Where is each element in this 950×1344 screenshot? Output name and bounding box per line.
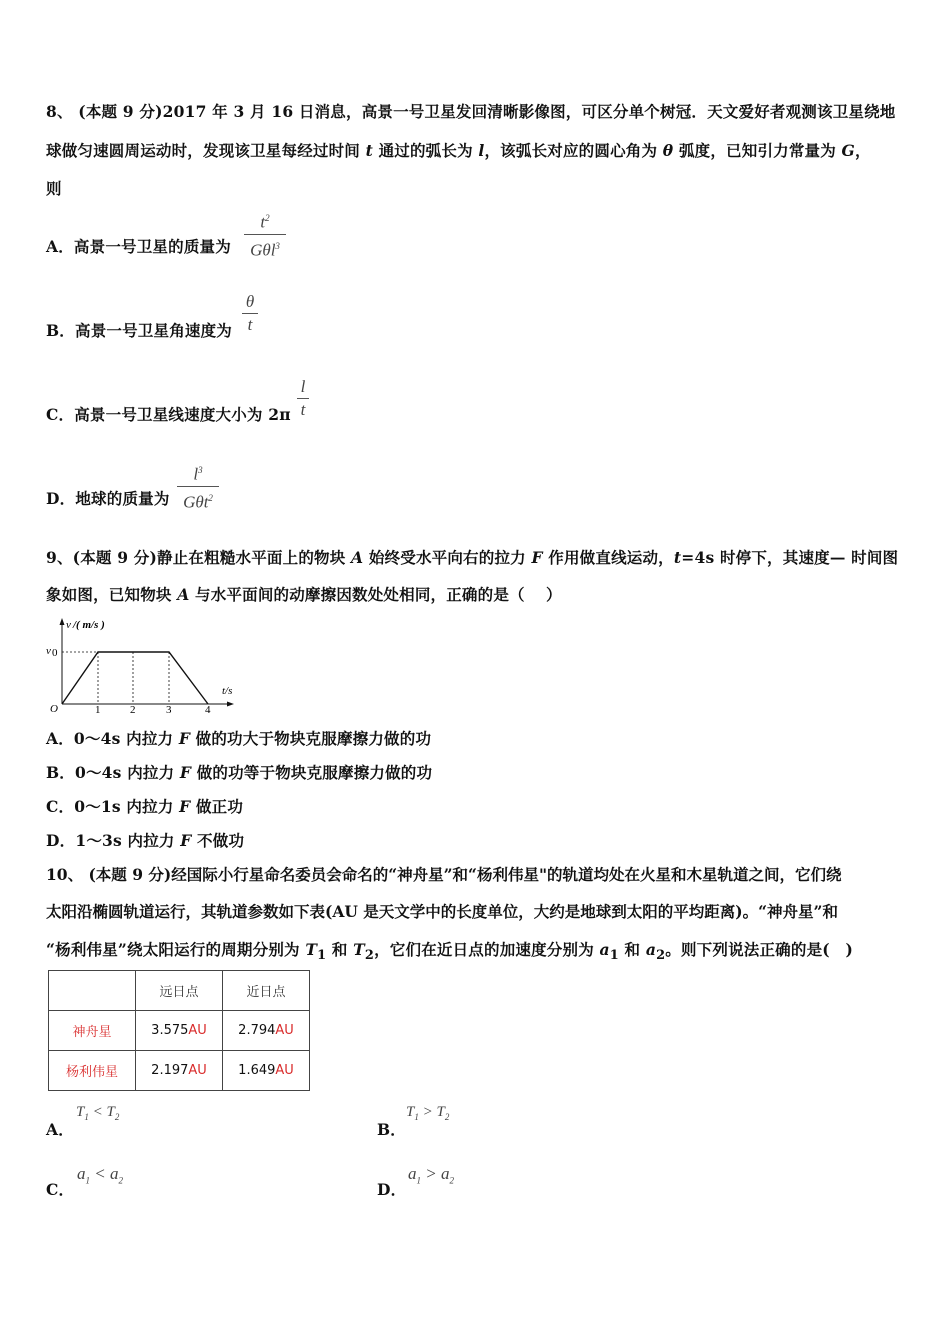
q8-stem-line3: 则: [46, 179, 62, 198]
q9-stem-line1: 9、(本题 9 分)静止在粗糙水平面上的物块 A 始终受水平向右的拉力 F 作用做直线运动，t=4s 时停下，其速度— 时间图: [46, 548, 899, 567]
table-cell-aphelion: 3.575AU: [136, 1011, 223, 1051]
table-header-row: [49, 971, 310, 1011]
q8-option-c-fraction: l t: [297, 377, 309, 420]
q10-stem-line1: 10、 (本题 9 分)经国际小行星命名委员会命名的“神舟星”和“杨利伟星"的轨道均处在火星和木星轨道之间，它们绕: [46, 865, 842, 884]
q10-stem-line2: 太阳沿椭圆轨道运行，其轨道参数如下表(AU 是天文学中的长度单位，大约是地球到太阳的平均距离)。“神舟星”和: [46, 902, 838, 921]
graph-origin-label: O: [50, 703, 58, 714]
q10-option-b-expr: $T_1 > T_2$: [406, 1104, 450, 1122]
table-header-cell: 远日点: [136, 971, 223, 1011]
table-cell-aphelion: 2.197AU: [136, 1051, 223, 1091]
q10-stem-line3: “杨利伟星”绕太阳运行的周期分别为 $T_1$ 和 $T_2$，它们在近日点的加速度分别为 $a_1$ 和 $a_2$。则下列说法正确的是( ): [46, 940, 854, 964]
q10-option-a-expr: $T_1 < T_2$: [76, 1104, 120, 1122]
q8-option-a-label: A．高景一号卫星的质量为: [46, 237, 231, 256]
graph-tick-3: 3: [166, 704, 172, 714]
table-header-cell: 近日点: [223, 971, 310, 1011]
table-row: [49, 1011, 310, 1051]
graph-ylabel-unit: /( m/s ): [73, 619, 105, 631]
q9-option-c: C．0～1s 内拉力 F 做正功: [46, 797, 244, 816]
table-row-name: 神舟星: [49, 1011, 136, 1051]
q10-option-d-expr: $a_1 > a_2$: [408, 1164, 454, 1186]
q9-option-b: B．0～4s 内拉力 F 做的功等于物块克服摩擦力做的功: [46, 763, 433, 782]
q10-option-c-expr: $a_1 < a_2$: [77, 1164, 123, 1186]
q8-option-b-label: B．高景一号卫星角速度为: [46, 321, 233, 340]
table-header-cell: [49, 971, 136, 1011]
q9-option-d: D．1～3s 内拉力 F 不做功: [46, 831, 245, 850]
graph-tick-2: 2: [130, 704, 136, 714]
graph-velocity-line: [62, 652, 208, 704]
graph-ylabel-v: v: [66, 619, 71, 631]
q9-option-a: A．0～4s 内拉力 F 做的功大于物块克服摩擦力做的功: [46, 729, 432, 748]
q10-option-a-label: A．: [46, 1120, 74, 1139]
q8-option-c-label: C．高景一号卫星线速度大小为 2π: [46, 405, 291, 424]
q8-option-a-fraction: $t^2$ Gθl$^3$: [244, 208, 286, 260]
graph-tick-1: 1: [95, 704, 101, 714]
graph-v0-label: v: [46, 645, 51, 657]
q8-option-b-fraction: θ t: [242, 292, 258, 335]
table-cell-perihelion: 1.649AU: [223, 1051, 310, 1091]
table-row: [49, 1051, 310, 1091]
q8-stem-line2: 球做匀速圆周运动时，发现该卫星每经过时间 t 通过的弧长为 l，该弧长对应的圆心角为 θ 弧度，已知引力常量为 G，: [46, 141, 871, 160]
graph-x-axis-arrow: [227, 702, 234, 707]
q9-stem-line2: 象如图，已知物块 A 与水平面间的动摩擦因数处处相同，正确的是（ ）: [46, 585, 562, 604]
velocity-time-graph: [44, 614, 244, 714]
table-row-name: 杨利伟星: [49, 1051, 136, 1091]
q8-stem-line1: 8、 (本题 9 分)2017 年 3 月 16 日消息，高景一号卫星发回清晰影像图，可区分单个树冠．天文爱好者观测该卫星绕地: [46, 102, 896, 121]
graph-xlabel: t/s: [222, 685, 233, 697]
orbit-parameter-table: [48, 970, 310, 1091]
q8-option-d-fraction: $l^3$ Gθt$^2$: [177, 460, 219, 512]
graph-y-axis-arrow: [60, 618, 65, 625]
graph-v0-sub: 0: [52, 647, 58, 659]
table-cell-perihelion: 2.794AU: [223, 1011, 310, 1051]
q8-option-d-label: D．地球的质量为: [46, 489, 170, 508]
q10-option-b-label: B．: [377, 1120, 407, 1139]
q10-option-c-label: C．: [46, 1180, 75, 1199]
graph-tick-4: 4: [205, 704, 211, 714]
q10-option-d-label: D．: [377, 1180, 407, 1199]
